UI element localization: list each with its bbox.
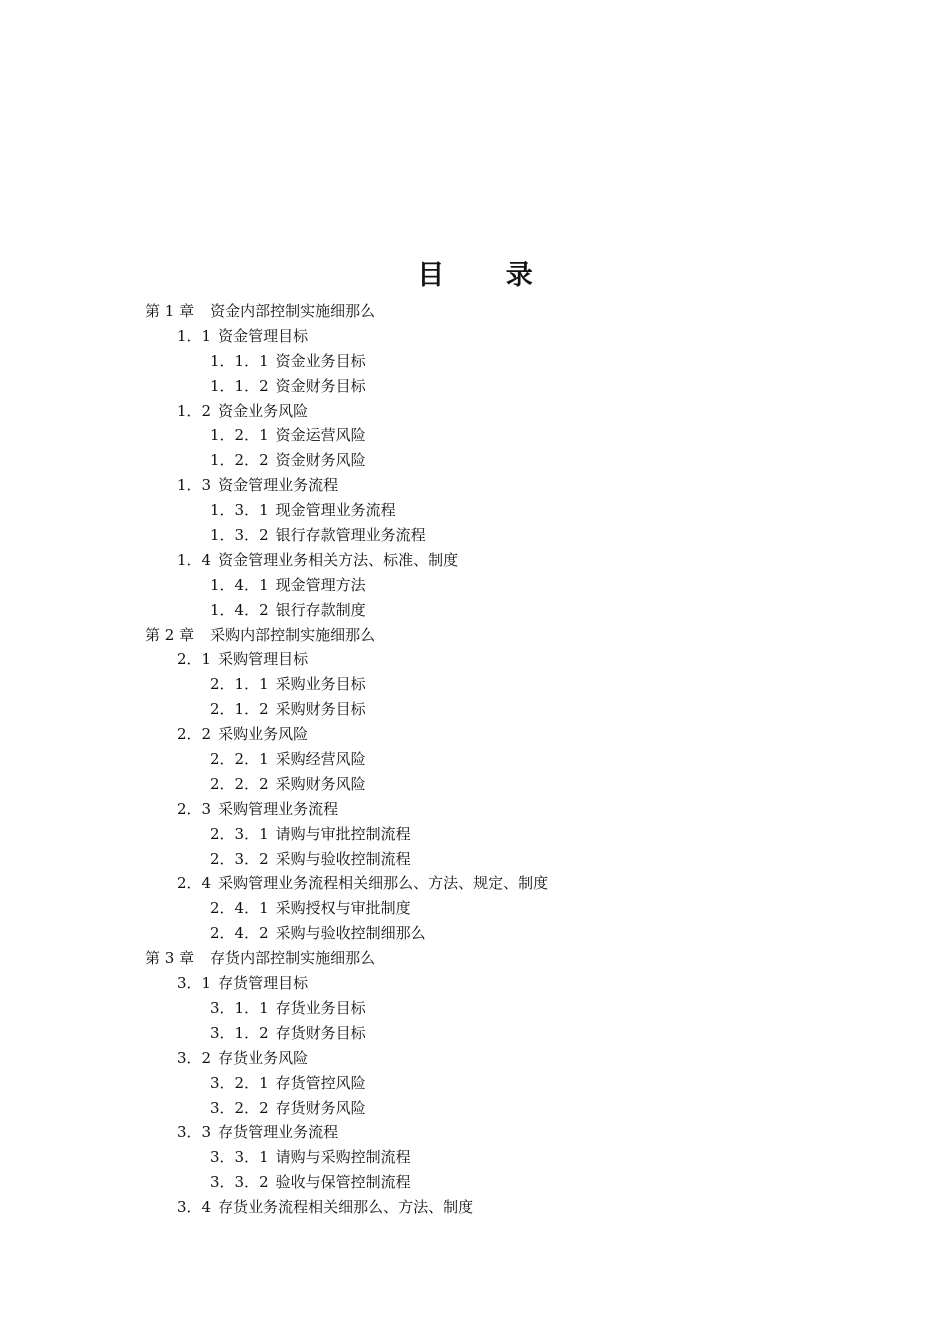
toc-subsection-entry[interactable] bbox=[0, 1170, 950, 1195]
toc-entry-number: 2．2．1 bbox=[210, 750, 269, 769]
toc-entry-number: 2．1 bbox=[177, 650, 212, 669]
toc-entry-number: 1．1 bbox=[177, 326, 212, 345]
toc-entry-title: 资金管理业务相关方法、标准、制度 bbox=[218, 550, 459, 569]
toc-entry-number: 2．1．1 bbox=[210, 675, 269, 694]
toc-entry-number: 2．3 bbox=[177, 799, 212, 818]
toc-entry-title: 现金管理方法 bbox=[275, 575, 366, 594]
toc-entry-number: 2．3．1 bbox=[210, 824, 269, 843]
toc-subsection-entry[interactable] bbox=[0, 1096, 950, 1121]
toc-chapter-entry[interactable] bbox=[0, 623, 950, 648]
toc-subsection-entry[interactable] bbox=[0, 498, 950, 523]
toc-section-entry[interactable] bbox=[0, 473, 950, 498]
toc-entry-number: 2．3．2 bbox=[210, 849, 269, 868]
toc-section-entry[interactable] bbox=[0, 647, 950, 672]
toc-entry-title: 存货管控风险 bbox=[275, 1073, 366, 1092]
toc-entry-number: 3．3 bbox=[177, 1123, 212, 1142]
toc-entry-title: 存货财务风险 bbox=[275, 1098, 366, 1117]
toc-entry-number: 3．1．1 bbox=[210, 998, 269, 1017]
toc-entry-title: 验收与保管控制流程 bbox=[275, 1173, 411, 1192]
toc-section-entry[interactable] bbox=[0, 1120, 950, 1145]
toc-entry-number: 3．4 bbox=[177, 1198, 212, 1217]
toc-subsection-entry[interactable] bbox=[0, 598, 950, 623]
toc-entry-title: 请购与审批控制流程 bbox=[275, 824, 411, 843]
toc-entry-number: 2．4．2 bbox=[210, 924, 269, 943]
toc-subsection-entry[interactable] bbox=[0, 697, 950, 722]
toc-entry-title: 资金业务风险 bbox=[218, 401, 309, 420]
toc-entry-title: 存货管理业务流程 bbox=[218, 1123, 339, 1142]
toc-entry-number: 1．3．2 bbox=[210, 526, 269, 545]
toc-entry-title: 资金运营风险 bbox=[275, 426, 366, 445]
toc-subsection-entry[interactable] bbox=[0, 747, 950, 772]
toc-subsection-entry[interactable] bbox=[0, 423, 950, 448]
toc-section-entry[interactable] bbox=[0, 971, 950, 996]
toc-entry-title: 存货内部控制实施细那么 bbox=[210, 949, 376, 968]
toc-entry-title: 采购与验收控制流程 bbox=[275, 849, 411, 868]
toc-entry-title: 采购管理业务流程 bbox=[218, 799, 339, 818]
toc-subsection-entry[interactable] bbox=[0, 573, 950, 598]
toc-subsection-entry[interactable] bbox=[0, 896, 950, 921]
toc-entry-number: 2．2 bbox=[177, 725, 212, 744]
toc-entry-title: 存货业务目标 bbox=[275, 998, 366, 1017]
toc-entry-title: 资金财务目标 bbox=[275, 376, 366, 395]
toc-entry-number: 1．2．2 bbox=[210, 451, 269, 470]
toc-entry-number: 1．3 bbox=[177, 476, 212, 495]
toc-entry-number: 3．2 bbox=[177, 1048, 212, 1067]
toc-entry-title: 采购管理目标 bbox=[218, 650, 309, 669]
toc-section-entry[interactable] bbox=[0, 399, 950, 424]
toc-section-entry[interactable] bbox=[0, 1195, 950, 1220]
toc-entry-title: 采购业务风险 bbox=[218, 725, 309, 744]
toc-entry-title: 存货管理目标 bbox=[218, 974, 309, 993]
toc-entry-number: 3．1 bbox=[177, 974, 212, 993]
toc-subsection-entry[interactable] bbox=[0, 523, 950, 548]
toc-entry-title: 资金财务风险 bbox=[275, 451, 366, 470]
toc-entry-title: 采购与验收控制细那么 bbox=[275, 924, 426, 943]
toc-section-entry[interactable] bbox=[0, 1046, 950, 1071]
toc-entry-number: 1．3．1 bbox=[210, 501, 269, 520]
toc-subsection-entry[interactable] bbox=[0, 772, 950, 797]
toc-entry-number: 3．2．2 bbox=[210, 1098, 269, 1117]
toc-entry-number: 第 1 章 bbox=[145, 302, 195, 320]
toc-section-entry[interactable] bbox=[0, 324, 950, 349]
toc-entry-title: 存货财务目标 bbox=[275, 1023, 366, 1042]
toc-section-entry[interactable] bbox=[0, 797, 950, 822]
toc-entry-number: 1．1．2 bbox=[210, 376, 269, 395]
toc-entry-title: 银行存款管理业务流程 bbox=[275, 526, 426, 545]
toc-entry-number: 1．2 bbox=[177, 401, 212, 420]
toc-entry-number: 3．1．2 bbox=[210, 1023, 269, 1042]
toc-entry-number: 1．2．1 bbox=[210, 426, 269, 445]
toc-entry-number: 3．2．1 bbox=[210, 1073, 269, 1092]
toc-entry-number: 第 3 章 bbox=[145, 949, 195, 968]
toc-subsection-entry[interactable] bbox=[0, 996, 950, 1021]
toc-section-entry[interactable] bbox=[0, 871, 950, 896]
toc-entry-number: 3．3．2 bbox=[210, 1173, 269, 1192]
toc-entry-title: 采购经营风险 bbox=[275, 750, 366, 769]
toc-entry-number: 2．2．2 bbox=[210, 774, 269, 793]
toc-subsection-entry[interactable] bbox=[0, 1145, 950, 1170]
toc-entry-title: 资金管理业务流程 bbox=[218, 476, 339, 495]
toc-entry-title: 存货业务风险 bbox=[218, 1048, 309, 1067]
toc-list bbox=[0, 299, 950, 1220]
toc-subsection-entry[interactable] bbox=[0, 1021, 950, 1046]
toc-entry-title: 采购授权与审批制度 bbox=[275, 899, 411, 918]
toc-subsection-entry[interactable] bbox=[0, 672, 950, 697]
toc-entry-title: 存货业务流程相关细那么、方法、制度 bbox=[218, 1198, 474, 1217]
toc-entry-number: 1．4．2 bbox=[210, 600, 269, 619]
toc-entry-title: 资金管理目标 bbox=[218, 326, 309, 345]
toc-entry-number: 2．4．1 bbox=[210, 899, 269, 918]
toc-entry-number: 1．4．1 bbox=[210, 575, 269, 594]
toc-entry-number: 3．3．1 bbox=[210, 1148, 269, 1167]
toc-entry-number: 第 2 章 bbox=[145, 625, 195, 644]
toc-chapter-entry[interactable] bbox=[0, 299, 950, 324]
toc-entry-number: 2．4 bbox=[177, 874, 212, 893]
toc-subsection-entry[interactable] bbox=[0, 1071, 950, 1096]
toc-subsection-entry[interactable] bbox=[0, 847, 950, 872]
toc-subsection-entry[interactable] bbox=[0, 448, 950, 473]
toc-section-entry[interactable] bbox=[0, 548, 950, 573]
toc-entry-title: 请购与采购控制流程 bbox=[275, 1148, 411, 1167]
toc-entry-title: 采购业务目标 bbox=[275, 675, 366, 694]
toc-entry-title: 资金内部控制实施细那么 bbox=[210, 302, 376, 320]
toc-subsection-entry[interactable] bbox=[0, 374, 950, 399]
toc-entry-title: 采购财务目标 bbox=[275, 700, 366, 719]
toc-subsection-entry[interactable] bbox=[0, 921, 950, 946]
toc-entry-title: 采购财务风险 bbox=[275, 774, 366, 793]
toc-entry-title: 现金管理业务流程 bbox=[275, 501, 396, 520]
toc-subsection-entry[interactable] bbox=[0, 822, 950, 847]
toc-subsection-entry[interactable] bbox=[0, 349, 950, 374]
toc-entry-title: 资金业务目标 bbox=[275, 351, 366, 370]
toc-entry-title: 银行存款制度 bbox=[275, 600, 366, 619]
toc-entry-title: 采购内部控制实施细那么 bbox=[210, 625, 376, 644]
toc-entry-title: 采购管理业务流程相关细那么、方法、规定、制度 bbox=[218, 874, 549, 893]
toc-entry-number: 2．1．2 bbox=[210, 700, 269, 719]
toc-section-entry[interactable] bbox=[0, 722, 950, 747]
toc-chapter-entry[interactable] bbox=[0, 946, 950, 971]
toc-entry-number: 1．1．1 bbox=[210, 351, 269, 370]
toc-title: 目 录 bbox=[417, 260, 559, 291]
toc-entry-number: 1．4 bbox=[177, 550, 212, 569]
